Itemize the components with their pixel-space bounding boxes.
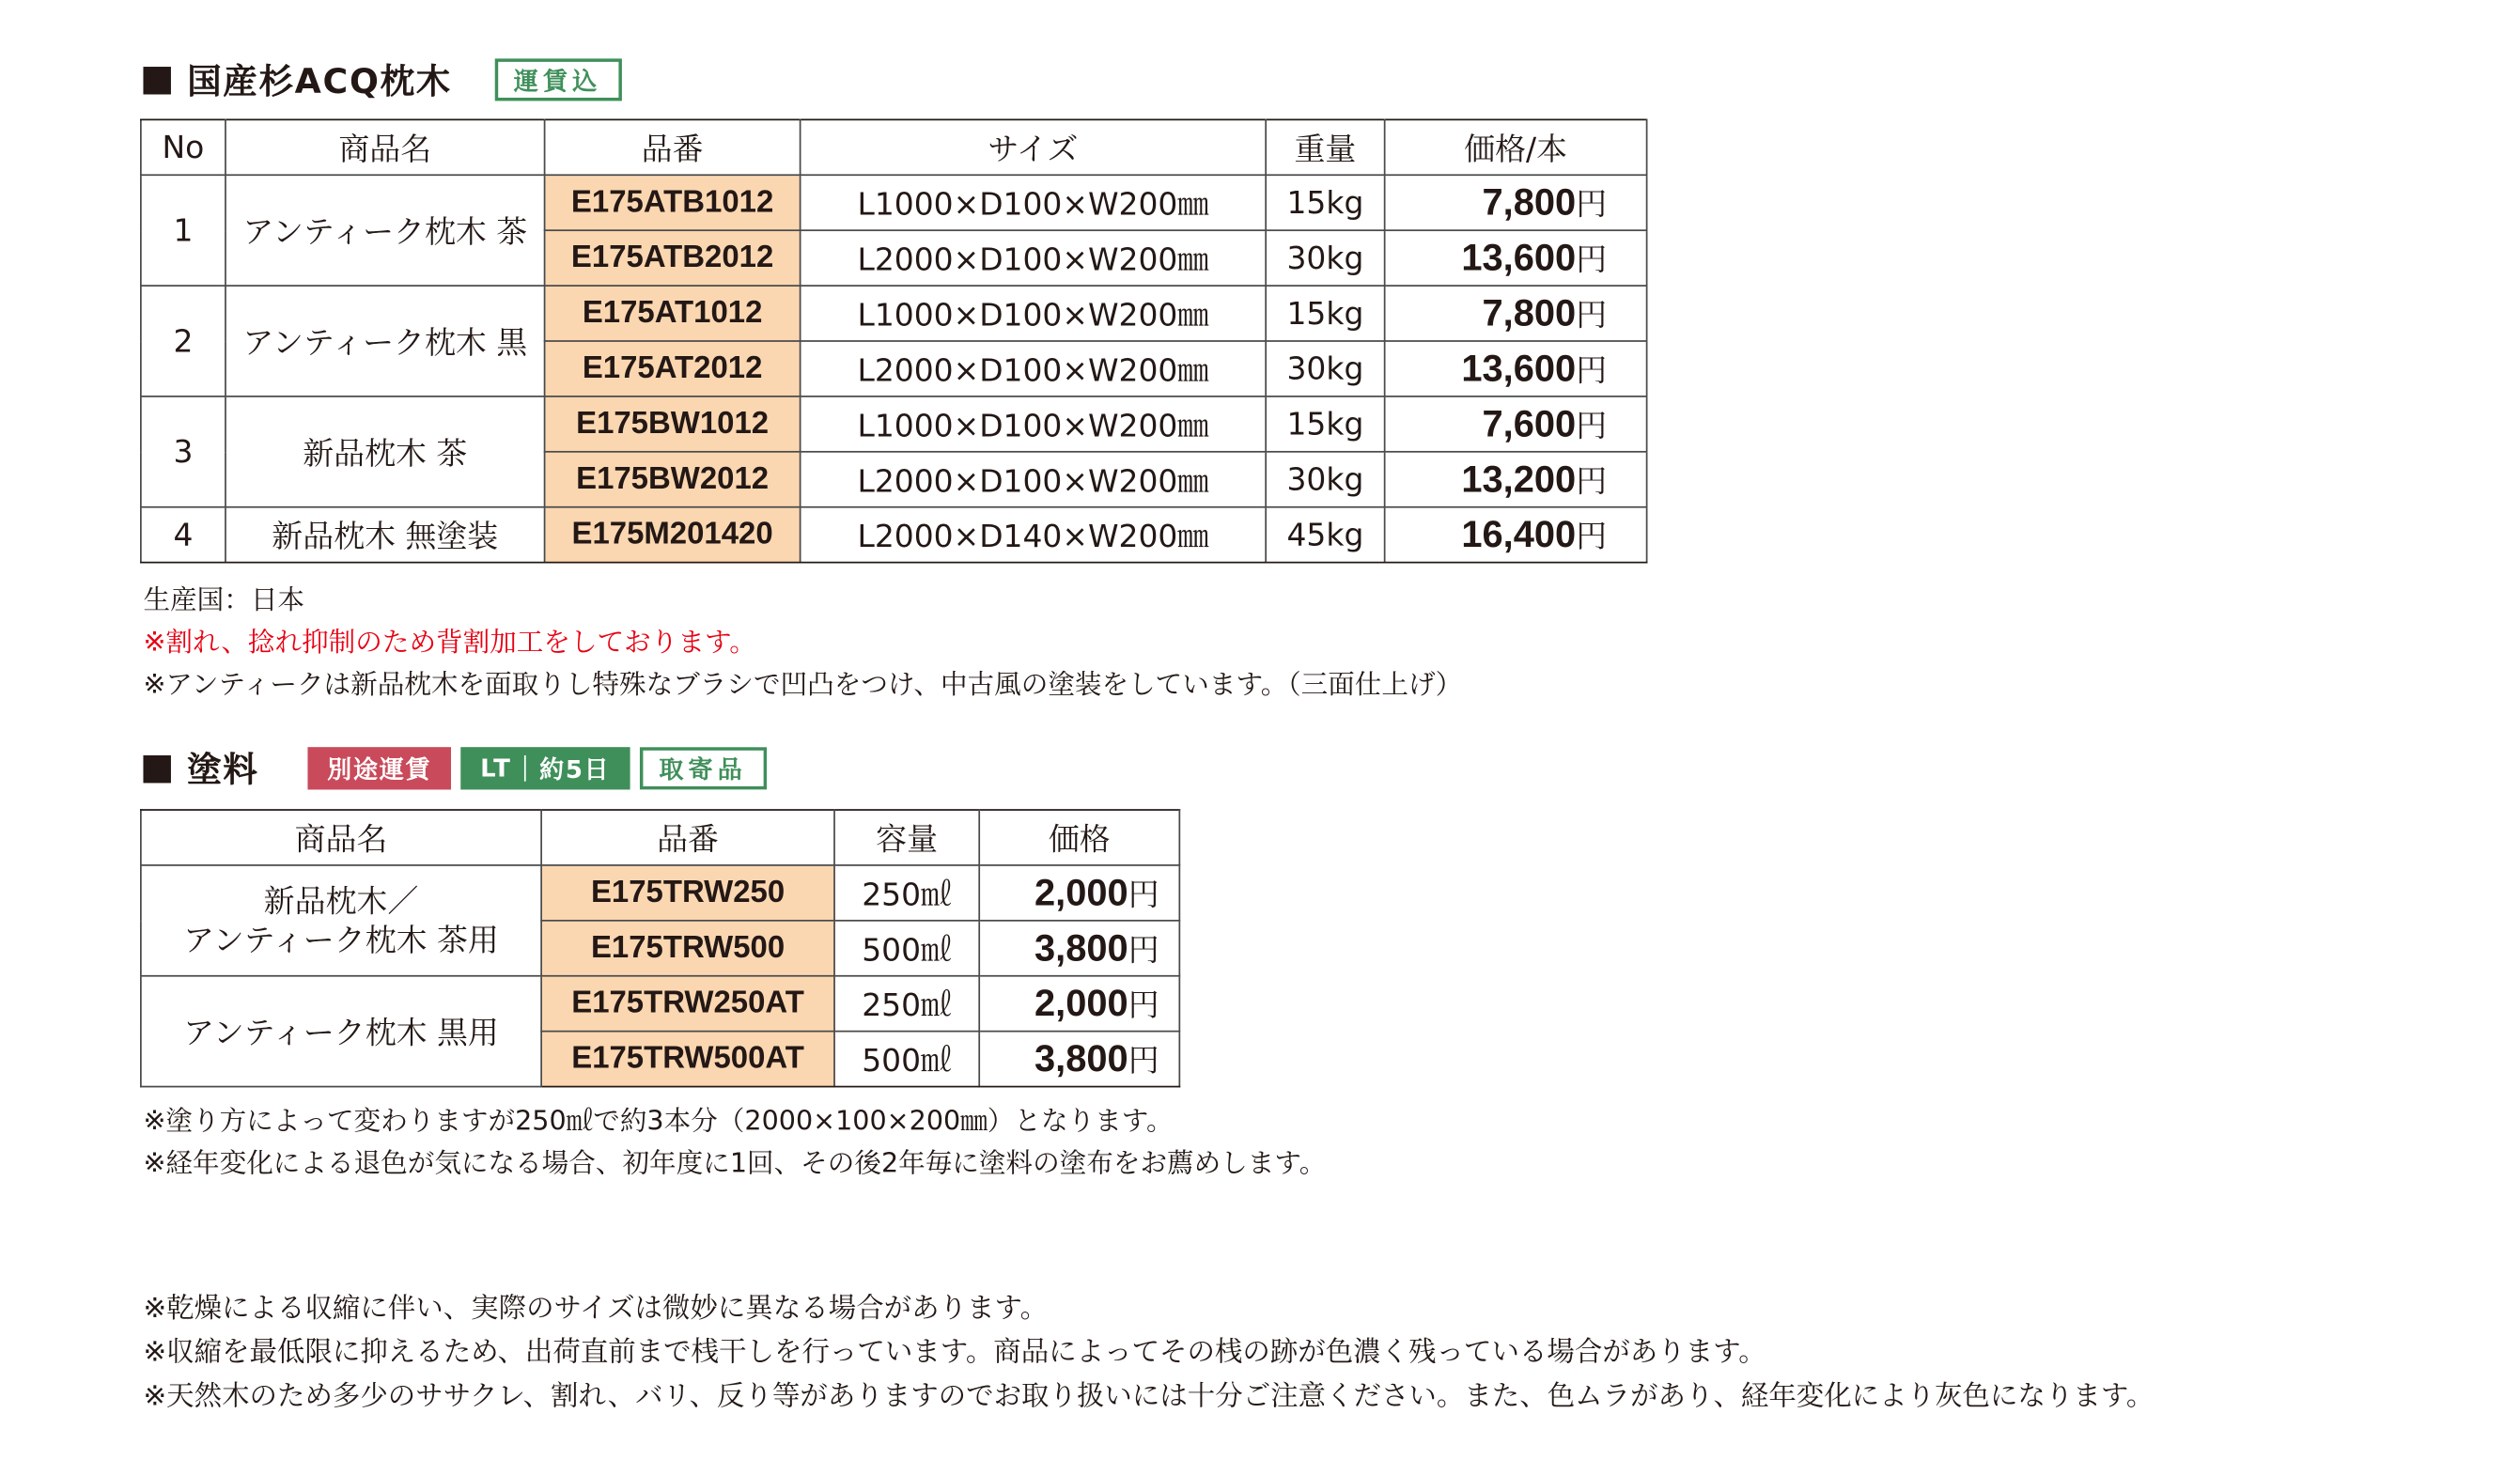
price-unit: 円 (1576, 463, 1608, 500)
table-row (141, 286, 1647, 341)
col-header-code: 品番 (545, 119, 801, 175)
price-unit: 円 (1128, 932, 1159, 969)
section1-heading (143, 55, 621, 104)
price-value: 3,800 (1034, 925, 1128, 969)
price-value: 3,800 (1034, 1036, 1128, 1079)
product-size: L2000×D140×W200㎜ (801, 507, 1267, 563)
order-item-badge: 取寄品 (640, 747, 767, 789)
col-header-price: 価格/本 (1385, 119, 1647, 175)
section2-notes (143, 1100, 1326, 1185)
sleeper-price-table (140, 118, 1647, 563)
product-code: E175ATB2012 (545, 230, 801, 286)
product-code: E175ATB1012 (545, 175, 801, 230)
product-size: L2000×D100×W200㎜ (801, 230, 1267, 286)
lead-time-label: LT (480, 753, 512, 784)
col-header-name: 商品名 (226, 119, 545, 175)
product-code: E175TRW250 (541, 865, 834, 921)
product-name: アンティーク枕木 茶 (226, 175, 545, 286)
product-no: 2 (141, 286, 226, 396)
footer-notes (143, 1288, 2154, 1420)
product-size: L2000×D100×W200㎜ (801, 341, 1267, 396)
square-bullet-icon (143, 66, 170, 93)
product-price (979, 865, 1179, 921)
product-price (1385, 175, 1647, 230)
badge-divider (524, 755, 526, 782)
lead-time-badge (460, 747, 630, 789)
product-name (141, 865, 541, 976)
product-price (1385, 452, 1647, 507)
product-name-line1: 新品枕木／ (263, 882, 419, 920)
product-price (979, 976, 1179, 1032)
table-row (141, 976, 1179, 1032)
product-size: L1000×D100×W200㎜ (801, 396, 1267, 452)
price-unit: 円 (1576, 187, 1608, 224)
square-bullet-icon (143, 754, 170, 782)
product-name: アンティーク枕木 黒用 (141, 976, 541, 1087)
product-name-line2: アンティーク枕木 茶用 (183, 922, 499, 958)
table-row (141, 175, 1647, 230)
antique-finish-note: ※アンティークは新品枕木を面取りし特殊なブラシで凹凸をつけ、中古風の塗装をしています。（三面仕上げ） (143, 669, 1463, 701)
price-unit: 円 (1128, 877, 1159, 914)
product-no: 3 (141, 396, 226, 507)
price-value: 2,000 (1034, 981, 1128, 1024)
product-code: E175TRW500 (541, 921, 834, 976)
product-volume: 500㎖ (834, 921, 979, 976)
price-value: 16,400 (1461, 512, 1577, 555)
col-header-no: No (141, 119, 226, 175)
product-volume: 250㎖ (834, 976, 979, 1032)
product-price (979, 1032, 1179, 1087)
product-weight: 30kg (1266, 230, 1384, 286)
product-price (1385, 341, 1647, 396)
price-value: 2,000 (1034, 870, 1128, 914)
reapply-note: ※経年変化による退色が気になる場合、初年度に1回、その後2年毎に塗料の塗布をお薦めします。 (143, 1147, 1327, 1179)
price-value: 13,600 (1461, 236, 1577, 279)
price-value: 13,600 (1461, 347, 1577, 390)
product-name: 新品枕木 無塗装 (226, 507, 545, 563)
product-no: 4 (141, 507, 226, 563)
price-unit: 円 (1576, 352, 1608, 390)
col-header-weight: 重量 (1266, 119, 1384, 175)
origin-note: 生産国：日本 (143, 584, 305, 615)
product-weight: 30kg (1266, 341, 1384, 396)
lead-time-days: 約5日 (539, 754, 611, 784)
price-value: 7,800 (1482, 291, 1577, 334)
product-volume: 250㎖ (834, 865, 979, 921)
product-name: 新品枕木 茶 (226, 396, 545, 507)
section1-notes (143, 580, 1462, 707)
table-header-row (141, 119, 1647, 175)
product-weight: 30kg (1266, 452, 1384, 507)
coverage-note: ※塗り方によって変わりますが250㎖で約3本分（2000×100×200㎜）となります。 (143, 1105, 1174, 1137)
section1-title: 国産杉ACQ枕木 (187, 61, 452, 101)
product-weight: 45kg (1266, 507, 1384, 563)
product-code: E175M201420 (545, 507, 801, 563)
product-code: E175AT1012 (545, 286, 801, 341)
product-price (979, 921, 1179, 976)
product-code: E175BW1012 (545, 396, 801, 452)
price-value: 7,600 (1482, 401, 1577, 445)
natural-wood-note: ※天然木のため多少のササクレ、割れ、バリ、反り等がありますのでお取り扱いには十分ご注意ください。また、色ムラがあり、経年変化により灰色になります。 (143, 1380, 2154, 1413)
col-header-price: 価格 (979, 810, 1179, 865)
price-unit: 円 (1576, 298, 1608, 334)
price-unit: 円 (1128, 1043, 1159, 1079)
section2-title: 塗料 (187, 750, 259, 790)
table-row (141, 507, 1647, 563)
price-unit: 円 (1128, 987, 1159, 1024)
product-price (1385, 396, 1647, 452)
product-weight: 15kg (1266, 396, 1384, 452)
col-header-name: 商品名 (141, 810, 541, 865)
paint-price-table (140, 809, 1180, 1087)
table-row (141, 396, 1647, 452)
section2-heading (143, 744, 766, 793)
product-code: E175AT2012 (545, 341, 801, 396)
price-value: 7,800 (1482, 180, 1577, 224)
product-code: E175TRW250AT (541, 976, 834, 1032)
product-price (1385, 507, 1647, 563)
col-header-volume: 容量 (834, 810, 979, 865)
col-header-code: 品番 (541, 810, 834, 865)
table-row (141, 865, 1179, 921)
product-weight: 15kg (1266, 175, 1384, 230)
product-size: L2000×D100×W200㎜ (801, 452, 1267, 507)
price-value: 13,200 (1461, 457, 1577, 500)
product-weight: 15kg (1266, 286, 1384, 341)
product-volume: 500㎖ (834, 1032, 979, 1087)
shipping-included-badge: 運賃込 (494, 58, 621, 101)
product-size: L1000×D100×W200㎜ (801, 175, 1267, 230)
product-name: アンティーク枕木 黒 (226, 286, 545, 396)
drying-note: ※収縮を最低限に抑えるため、出荷直前まで桟干しを行っています。商品によってその桟の跡が色濃く残っている場合があります。 (143, 1336, 1766, 1370)
price-unit: 円 (1576, 519, 1608, 555)
product-code: E175TRW500AT (541, 1032, 834, 1087)
product-code: E175BW2012 (545, 452, 801, 507)
product-price (1385, 286, 1647, 341)
price-unit: 円 (1576, 408, 1608, 445)
price-unit: 円 (1576, 242, 1608, 279)
product-no: 1 (141, 175, 226, 286)
shrinkage-note: ※乾燥による収縮に伴い、実際のサイズは微妙に異なる場合があります。 (143, 1292, 1049, 1326)
separate-shipping-badge: 別途運賃 (307, 747, 451, 789)
product-price (1385, 230, 1647, 286)
table-header-row (141, 810, 1179, 865)
crack-warning-note: ※割れ、捻れ抑制のため背割加工をしております。 (143, 627, 756, 659)
product-size: L1000×D100×W200㎜ (801, 286, 1267, 341)
col-header-size: サイズ (801, 119, 1267, 175)
